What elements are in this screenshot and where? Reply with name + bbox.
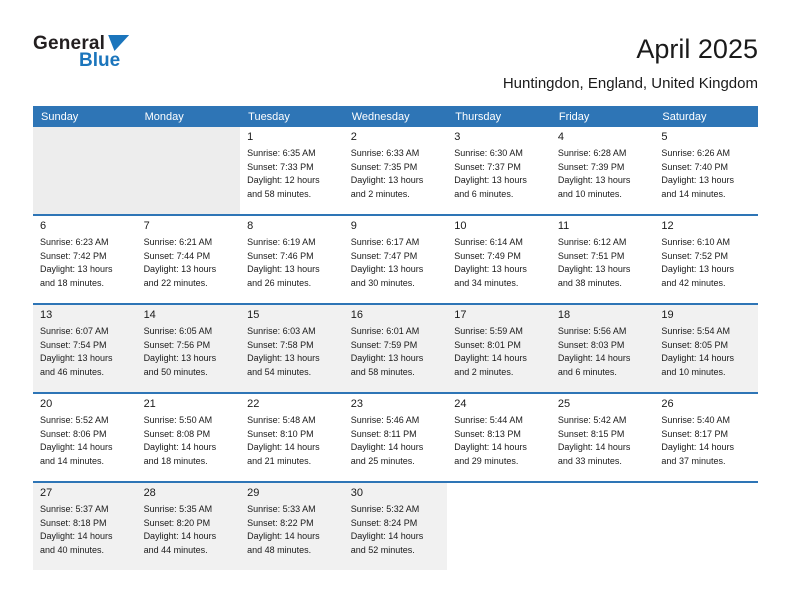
day-number: 21 bbox=[143, 398, 156, 410]
weekday-header-friday: Friday bbox=[558, 110, 590, 123]
day-number: 11 bbox=[557, 220, 570, 232]
sunset-text: Sunset: 7:54 PM bbox=[40, 339, 107, 350]
sunset-text: Sunset: 7:46 PM bbox=[247, 250, 314, 261]
day-cell bbox=[33, 394, 137, 481]
day-number: 27 bbox=[40, 487, 53, 499]
sunset-text: Sunset: 7:59 PM bbox=[350, 339, 418, 350]
day-number: 23 bbox=[350, 398, 363, 410]
day-number: 16 bbox=[350, 309, 363, 321]
weekday-header-saturday: Saturday bbox=[662, 110, 707, 123]
logo-word-blue: Blue bbox=[79, 50, 121, 71]
day-number: 9 bbox=[350, 220, 357, 232]
daylight-text-line2: and 18 minutes. bbox=[40, 277, 105, 288]
day-number: 4 bbox=[557, 131, 564, 143]
sunrise-text: Sunrise: 5:33 AM bbox=[247, 504, 316, 514]
daylight-text-line1: Daylight: 13 hours bbox=[661, 264, 734, 274]
sunrise-text: Sunrise: 5:44 AM bbox=[454, 415, 523, 425]
daylight-text-line2: and 42 minutes. bbox=[661, 277, 726, 288]
sunrise-text: Sunrise: 5:46 AM bbox=[350, 415, 420, 425]
day-cell bbox=[447, 127, 551, 214]
week-row bbox=[33, 481, 758, 570]
sunset-text: Sunset: 8:11 PM bbox=[350, 428, 417, 439]
daylight-text-line1: Daylight: 14 hours bbox=[661, 442, 734, 452]
sunset-text: Sunset: 8:22 PM bbox=[247, 517, 314, 528]
empty-cell bbox=[447, 483, 551, 570]
sunset-text: Sunset: 8:08 PM bbox=[143, 428, 211, 439]
daylight-text-line2: and 6 minutes. bbox=[454, 188, 514, 199]
daylight-text-line1: Daylight: 13 hours bbox=[454, 175, 527, 185]
sunrise-text: Sunrise: 5:37 AM bbox=[40, 504, 109, 514]
daylight-text-line1: Daylight: 14 hours bbox=[247, 442, 320, 452]
sunrise-text: Sunrise: 6:01 AM bbox=[350, 326, 420, 336]
daylight-text-line1: Daylight: 13 hours bbox=[247, 353, 320, 363]
sunrise-text: Sunrise: 5:59 AM bbox=[454, 326, 523, 336]
day-number: 1 bbox=[247, 131, 254, 143]
day-cell bbox=[654, 394, 758, 481]
day-number: 19 bbox=[661, 309, 674, 321]
daylight-text-line2: and 40 minutes. bbox=[40, 544, 105, 555]
sunset-text: Sunset: 8:15 PM bbox=[557, 428, 625, 439]
day-cell bbox=[33, 305, 137, 392]
sunset-text: Sunset: 7:56 PM bbox=[143, 339, 211, 350]
sunrise-text: Sunrise: 6:21 AM bbox=[143, 237, 213, 247]
daylight-text-line1: Daylight: 13 hours bbox=[661, 175, 734, 185]
weekday-header-row bbox=[33, 106, 758, 127]
daylight-text-line1: Daylight: 14 hours bbox=[143, 442, 217, 452]
daylight-text-line2: and 54 minutes. bbox=[247, 366, 312, 377]
general-blue-logo bbox=[33, 34, 129, 70]
day-number: 18 bbox=[557, 309, 571, 321]
sunrise-text: Sunrise: 6:33 AM bbox=[350, 148, 420, 158]
sunset-text: Sunset: 7:49 PM bbox=[454, 250, 521, 261]
daylight-text-line2: and 50 minutes. bbox=[143, 366, 208, 377]
day-cell bbox=[447, 394, 551, 481]
daylight-text-line2: and 58 minutes. bbox=[247, 188, 312, 199]
sunset-text: Sunset: 7:35 PM bbox=[350, 161, 418, 172]
daylight-text-line2: and 37 minutes. bbox=[661, 455, 726, 466]
sunset-text: Sunset: 8:01 PM bbox=[454, 339, 521, 350]
sunset-text: Sunset: 7:58 PM bbox=[247, 339, 314, 350]
sunset-text: Sunset: 8:06 PM bbox=[40, 428, 107, 439]
day-cell bbox=[240, 483, 344, 570]
location-subtitle: Huntingdon, England, United Kingdom bbox=[502, 75, 758, 93]
day-number: 7 bbox=[143, 220, 150, 232]
sunrise-text: Sunrise: 5:54 AM bbox=[661, 326, 730, 336]
sunset-text: Sunset: 8:13 PM bbox=[454, 428, 521, 439]
sunset-text: Sunset: 7:42 PM bbox=[40, 250, 107, 261]
day-number: 15 bbox=[247, 309, 260, 321]
sunset-text: Sunset: 7:47 PM bbox=[350, 250, 418, 261]
day-cell bbox=[654, 127, 758, 214]
sunrise-text: Sunrise: 6:30 AM bbox=[454, 148, 523, 158]
day-number: 26 bbox=[661, 398, 674, 410]
day-cell bbox=[654, 305, 758, 392]
daylight-text-line1: Daylight: 12 hours bbox=[247, 175, 320, 185]
sunset-text: Sunset: 8:20 PM bbox=[143, 517, 211, 528]
daylight-text-line1: Daylight: 13 hours bbox=[143, 353, 217, 363]
day-number: 22 bbox=[247, 398, 260, 410]
daylight-text-line2: and 2 minutes. bbox=[350, 188, 410, 199]
daylight-text-line1: Daylight: 14 hours bbox=[40, 531, 113, 541]
day-cell bbox=[344, 483, 448, 570]
day-cell bbox=[447, 305, 551, 392]
sunrise-text: Sunrise: 6:07 AM bbox=[40, 326, 109, 336]
sunrise-text: Sunrise: 5:56 AM bbox=[557, 326, 627, 336]
daylight-text-line2: and 21 minutes. bbox=[247, 455, 312, 466]
day-number: 8 bbox=[247, 220, 254, 232]
sunrise-text: Sunrise: 5:50 AM bbox=[143, 415, 213, 425]
day-number: 24 bbox=[454, 398, 467, 410]
daylight-text-line1: Daylight: 13 hours bbox=[350, 175, 424, 185]
daylight-text-line2: and 33 minutes. bbox=[557, 455, 622, 466]
day-number: 29 bbox=[247, 487, 260, 499]
sunrise-text: Sunrise: 6:17 AM bbox=[350, 237, 420, 247]
sunrise-text: Sunrise: 6:28 AM bbox=[557, 148, 627, 158]
sunrise-text: Sunrise: 6:23 AM bbox=[40, 237, 109, 247]
sunset-text: Sunset: 7:39 PM bbox=[557, 161, 625, 172]
week-row bbox=[33, 214, 758, 303]
day-cell bbox=[137, 483, 241, 570]
day-cell bbox=[447, 216, 551, 303]
day-number: 5 bbox=[661, 131, 668, 143]
sunrise-text: Sunrise: 6:26 AM bbox=[661, 148, 730, 158]
day-cell bbox=[240, 216, 344, 303]
daylight-text-line1: Daylight: 13 hours bbox=[350, 264, 424, 274]
day-number: 20 bbox=[40, 398, 53, 410]
daylight-text-line2: and 58 minutes. bbox=[350, 366, 415, 377]
sunset-text: Sunset: 7:40 PM bbox=[661, 161, 728, 172]
daylight-text-line2: and 10 minutes. bbox=[661, 366, 726, 377]
sunrise-text: Sunrise: 6:03 AM bbox=[247, 326, 316, 336]
day-number: 13 bbox=[40, 309, 53, 321]
day-number: 25 bbox=[557, 398, 571, 410]
sunset-text: Sunset: 7:44 PM bbox=[143, 250, 211, 261]
daylight-text-line1: Daylight: 13 hours bbox=[454, 264, 527, 274]
daylight-text-line2: and 14 minutes. bbox=[40, 455, 105, 466]
weekday-header-sunday: Sunday bbox=[41, 110, 79, 123]
sunset-text: Sunset: 8:24 PM bbox=[350, 517, 418, 528]
daylight-text-line1: Daylight: 14 hours bbox=[350, 442, 424, 452]
sunrise-text: Sunrise: 6:19 AM bbox=[247, 237, 316, 247]
sunrise-text: Sunrise: 5:48 AM bbox=[247, 415, 316, 425]
sunset-text: Sunset: 7:51 PM bbox=[557, 250, 625, 261]
day-cell bbox=[33, 483, 137, 570]
day-cell bbox=[344, 216, 448, 303]
day-cell bbox=[137, 394, 241, 481]
day-number: 2 bbox=[350, 131, 357, 143]
logo-word-general: General bbox=[33, 33, 106, 54]
calendar bbox=[33, 106, 758, 570]
sunset-text: Sunset: 8:18 PM bbox=[40, 517, 107, 528]
daylight-text-line2: and 18 minutes. bbox=[143, 455, 208, 466]
daylight-text-line1: Daylight: 13 hours bbox=[143, 264, 217, 274]
top-bar bbox=[33, 34, 758, 94]
empty-cell bbox=[654, 483, 758, 570]
day-cell bbox=[551, 216, 655, 303]
daylight-text-line2: and 48 minutes. bbox=[247, 544, 312, 555]
day-number: 12 bbox=[661, 220, 674, 232]
day-cell bbox=[240, 127, 344, 214]
day-cell bbox=[344, 394, 448, 481]
day-number: 3 bbox=[454, 131, 461, 143]
daylight-text-line1: Daylight: 13 hours bbox=[40, 353, 113, 363]
weekday-header-thursday: Thursday bbox=[455, 110, 502, 123]
daylight-text-line2: and 29 minutes. bbox=[454, 455, 519, 466]
title-block bbox=[503, 34, 758, 92]
sunrise-text: Sunrise: 6:05 AM bbox=[143, 326, 213, 336]
day-cell bbox=[240, 394, 344, 481]
daylight-text-line2: and 46 minutes. bbox=[40, 366, 105, 377]
day-cell bbox=[551, 305, 655, 392]
daylight-text-line1: Daylight: 14 hours bbox=[40, 442, 113, 452]
weekday-header-monday: Monday bbox=[144, 110, 184, 123]
daylight-text-line2: and 34 minutes. bbox=[454, 277, 519, 288]
weekday-header-wednesday: Wednesday bbox=[351, 110, 410, 123]
calendar-weeks bbox=[33, 127, 758, 570]
daylight-text-line2: and 44 minutes. bbox=[143, 544, 208, 555]
day-cell bbox=[551, 394, 655, 481]
day-number: 30 bbox=[350, 487, 363, 499]
sunset-text: Sunset: 7:33 PM bbox=[247, 161, 314, 172]
daylight-text-line2: and 52 minutes. bbox=[350, 544, 415, 555]
daylight-text-line1: Daylight: 14 hours bbox=[143, 531, 217, 541]
daylight-text-line2: and 2 minutes. bbox=[454, 366, 514, 377]
sunrise-text: Sunrise: 6:12 AM bbox=[557, 237, 627, 247]
sunset-text: Sunset: 8:05 PM bbox=[661, 339, 728, 350]
daylight-text-line2: and 6 minutes. bbox=[557, 366, 617, 377]
daylight-text-line1: Daylight: 14 hours bbox=[661, 353, 734, 363]
daylight-text-line1: Daylight: 13 hours bbox=[350, 353, 424, 363]
daylight-text-line1: Daylight: 13 hours bbox=[557, 175, 631, 185]
daylight-text-line1: Daylight: 14 hours bbox=[557, 353, 631, 363]
day-number: 6 bbox=[40, 220, 47, 232]
page-title: April 2025 bbox=[636, 34, 758, 64]
daylight-text-line2: and 30 minutes. bbox=[350, 277, 415, 288]
sunrise-text: Sunrise: 5:35 AM bbox=[143, 504, 213, 514]
sunrise-text: Sunrise: 5:32 AM bbox=[350, 504, 420, 514]
day-cell bbox=[137, 216, 241, 303]
week-row bbox=[33, 392, 758, 481]
day-number: 17 bbox=[454, 309, 467, 321]
sunset-text: Sunset: 8:17 PM bbox=[661, 428, 728, 439]
sunset-text: Sunset: 8:03 PM bbox=[557, 339, 625, 350]
day-cell bbox=[344, 305, 448, 392]
daylight-text-line1: Daylight: 14 hours bbox=[454, 353, 527, 363]
week-row bbox=[33, 127, 758, 214]
sunrise-text: Sunrise: 6:35 AM bbox=[247, 148, 316, 158]
day-cell bbox=[344, 127, 448, 214]
daylight-text-line1: Daylight: 13 hours bbox=[40, 264, 113, 274]
daylight-text-line1: Daylight: 14 hours bbox=[350, 531, 424, 541]
sunrise-text: Sunrise: 5:52 AM bbox=[40, 415, 109, 425]
sunrise-text: Sunrise: 6:10 AM bbox=[661, 237, 730, 247]
day-cell bbox=[551, 127, 655, 214]
daylight-text-line1: Daylight: 14 hours bbox=[454, 442, 527, 452]
sunset-text: Sunset: 7:52 PM bbox=[661, 250, 728, 261]
empty-cell bbox=[137, 127, 241, 214]
empty-cell bbox=[33, 127, 137, 214]
sunrise-text: Sunrise: 5:40 AM bbox=[661, 415, 730, 425]
day-cell bbox=[240, 305, 344, 392]
daylight-text-line2: and 26 minutes. bbox=[247, 277, 312, 288]
daylight-text-line1: Daylight: 14 hours bbox=[247, 531, 320, 541]
daylight-text-line1: Daylight: 13 hours bbox=[557, 264, 631, 274]
sunrise-text: Sunrise: 6:14 AM bbox=[454, 237, 523, 247]
day-number: 10 bbox=[454, 220, 467, 232]
day-cell bbox=[654, 216, 758, 303]
day-cell bbox=[137, 305, 241, 392]
day-cell bbox=[33, 216, 137, 303]
weekday-header-tuesday: Tuesday bbox=[248, 110, 290, 123]
daylight-text-line2: and 10 minutes. bbox=[557, 188, 622, 199]
daylight-text-line2: and 25 minutes. bbox=[350, 455, 415, 466]
sunrise-text: Sunrise: 5:42 AM bbox=[557, 415, 627, 425]
daylight-text-line1: Daylight: 14 hours bbox=[557, 442, 631, 452]
day-number: 28 bbox=[143, 487, 156, 499]
week-row bbox=[33, 303, 758, 392]
logo-triangle-icon bbox=[108, 35, 129, 51]
day-number: 14 bbox=[143, 309, 156, 321]
sunset-text: Sunset: 8:10 PM bbox=[247, 428, 314, 439]
daylight-text-line2: and 22 minutes. bbox=[143, 277, 208, 288]
empty-cell bbox=[551, 483, 655, 570]
sunset-text: Sunset: 7:37 PM bbox=[454, 161, 521, 172]
daylight-text-line2: and 14 minutes. bbox=[661, 188, 726, 199]
daylight-text-line2: and 38 minutes. bbox=[557, 277, 622, 288]
daylight-text-line1: Daylight: 13 hours bbox=[247, 264, 320, 274]
